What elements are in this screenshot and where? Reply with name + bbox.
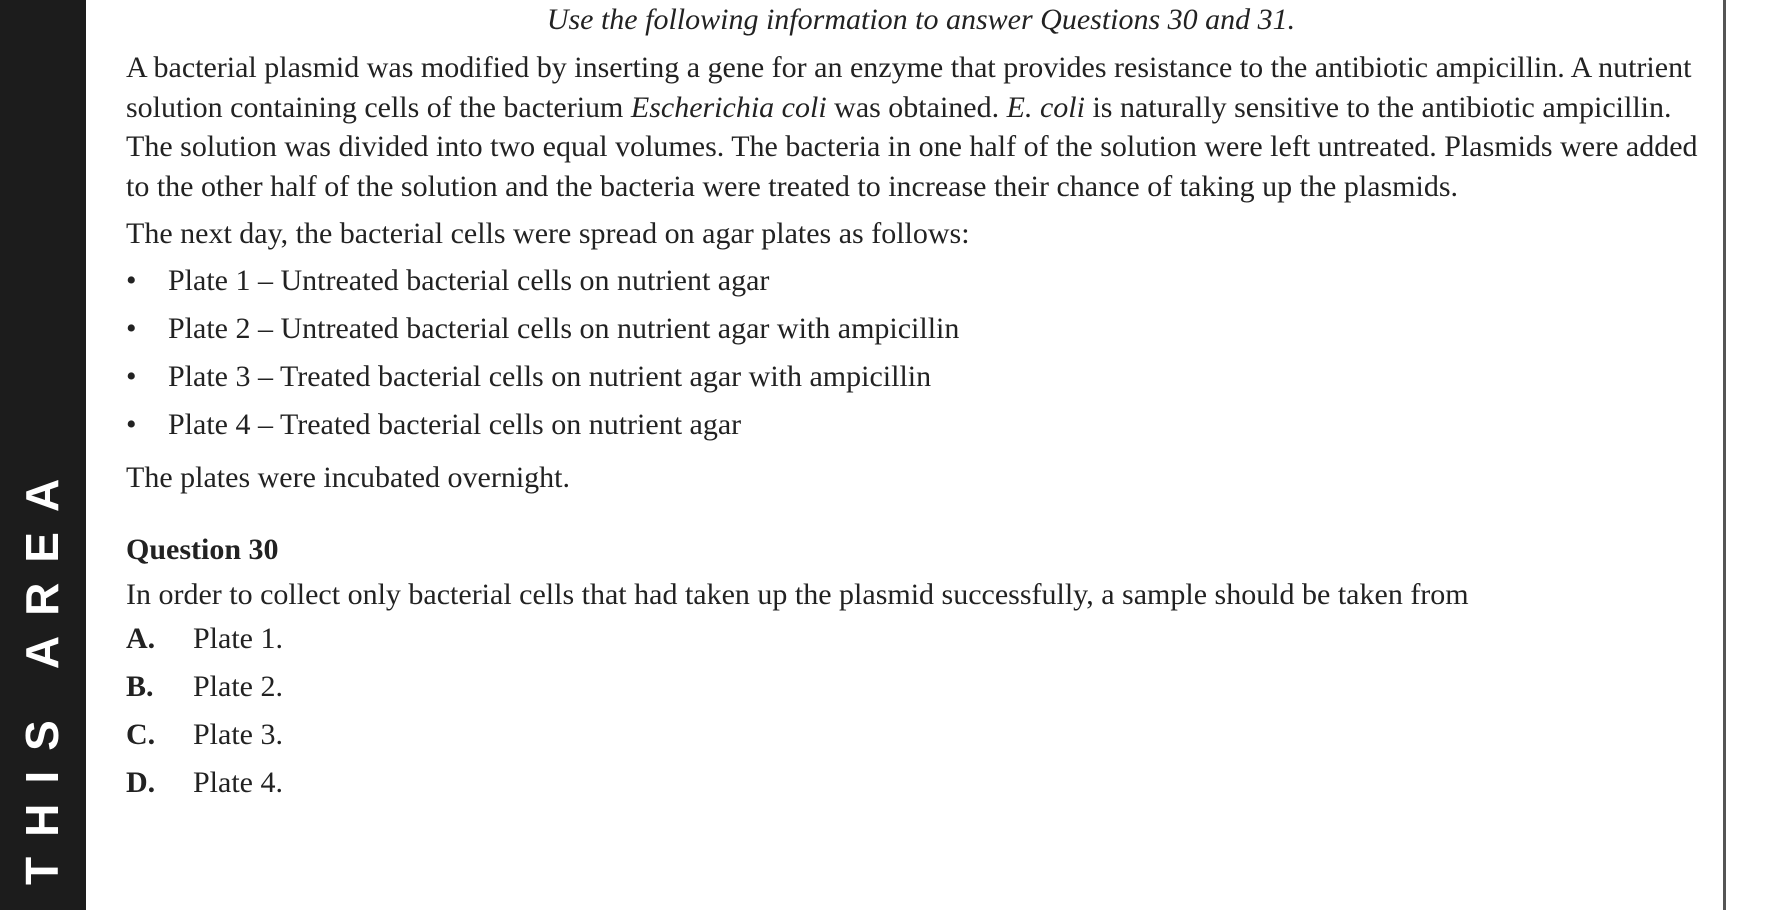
option-letter: C. bbox=[126, 717, 156, 751]
paragraph-1-text-a: A bacterial plasmid was modified by inserting a gene for an enzyme that provides resistance to the antibiotic ampicillin. A nutrient solution containing cells of the bacterium bbox=[126, 51, 1692, 124]
option-letter: A. bbox=[126, 621, 156, 655]
answer-option-b[interactable] bbox=[126, 665, 1716, 713]
bullet-icon: • bbox=[126, 263, 137, 297]
stimulus-intro: Use the following information to answer Questions 30 and 31. bbox=[546, 3, 1296, 36]
species-name: Escherichia coli bbox=[630, 90, 827, 124]
stimulus-paragraph-3: The plates were incubated overnight. bbox=[126, 460, 570, 494]
list-item bbox=[126, 260, 1716, 308]
question-stem: In order to collect only bacterial cells that had taken up the plasmid successfully, a sample should be taken from bbox=[126, 578, 1469, 611]
list-item bbox=[126, 356, 1716, 404]
paragraph-1-text-c: is naturally sensitive to the antibiotic ampicillin. The solution was divided into two equal volumes. The bacteria in one half of the solution were left untreated. Plasmids were added to the other half of the solution and the bacteria were treated to increase their chance of taking up the plasmids. bbox=[126, 90, 1698, 203]
stimulus-paragraph-1 bbox=[126, 48, 1716, 206]
list-item bbox=[126, 404, 1716, 452]
plate-description: Plate 3 – Treated bacterial cells on nutrient agar with ampicillin bbox=[168, 359, 932, 393]
option-text: Plate 1. bbox=[193, 621, 283, 655]
margin-warning-text: THIS AREA bbox=[16, 458, 68, 885]
plate-description: Plate 1 – Untreated bacterial cells on nutrient agar bbox=[168, 263, 770, 297]
option-text: Plate 2. bbox=[193, 669, 283, 703]
option-text: Plate 4. bbox=[193, 765, 283, 799]
stimulus-paragraph-2: The next day, the bacterial cells were spread on agar plates as follows: bbox=[126, 217, 970, 250]
option-letter: D. bbox=[126, 765, 156, 799]
answer-option-d[interactable] bbox=[126, 761, 1716, 809]
answer-option-c[interactable] bbox=[126, 713, 1716, 761]
margin-strip bbox=[0, 0, 86, 910]
answer-options bbox=[126, 617, 1716, 809]
answer-option-a[interactable] bbox=[126, 617, 1716, 665]
question-content bbox=[126, 0, 1716, 809]
list-item bbox=[126, 308, 1716, 356]
bullet-icon: • bbox=[126, 407, 137, 441]
option-letter: B. bbox=[126, 669, 154, 703]
paragraph-1-text-b: was obtained. bbox=[826, 90, 1007, 124]
plate-list bbox=[126, 260, 1716, 452]
option-text: Plate 3. bbox=[193, 717, 283, 751]
bullet-icon: • bbox=[126, 311, 137, 345]
plate-description: Plate 2 – Untreated bacterial cells on nutrient agar with ampicillin bbox=[168, 311, 960, 345]
plate-description: Plate 4 – Treated bacterial cells on nutrient agar bbox=[168, 407, 742, 441]
question-title: Question 30 bbox=[126, 533, 279, 566]
species-short-name: E. coli bbox=[1006, 90, 1085, 124]
bullet-icon: • bbox=[126, 359, 137, 393]
right-border-line bbox=[1723, 0, 1726, 910]
